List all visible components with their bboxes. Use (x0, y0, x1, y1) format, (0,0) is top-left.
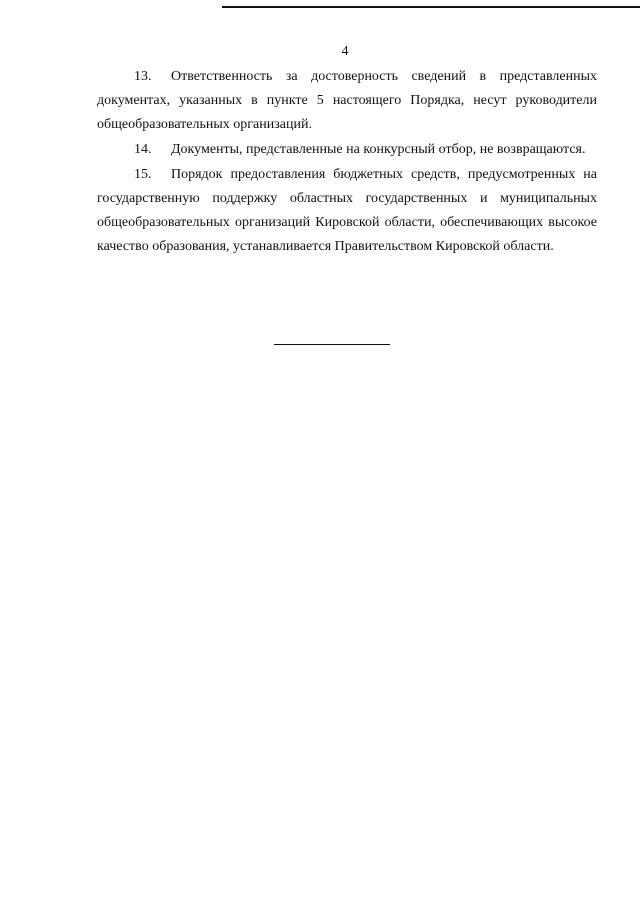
paragraph-15 (97, 163, 597, 259)
paragraph-number: 14. (134, 142, 152, 157)
page-number: 4 (341, 44, 349, 59)
paragraph-text: Ответственность за достоверность сведений в представленных документах, указанных в пункте 5 настоящего Порядка, несут руководители общеобразовательных организаций. (97, 69, 597, 132)
top-border-line (222, 6, 640, 8)
paragraph-number: 15. (134, 167, 152, 182)
paragraph-number: 13. (134, 69, 152, 84)
end-of-document-line (274, 344, 390, 345)
paragraph-13 (97, 65, 597, 137)
paragraph-text: Порядок предоставления бюджетных средств, предусмотренных на государственную поддержку областных государственных и муниципальных общеобразовательных организаций Кировской области, обеспечивающих высокое качество образования, устанавливается Правительством Кировской области. (97, 167, 597, 254)
paragraph-14 (97, 138, 597, 162)
paragraph-text: Документы, представленные на конкурсный отбор, не возвращаются. (171, 142, 586, 157)
document-body (97, 65, 597, 260)
